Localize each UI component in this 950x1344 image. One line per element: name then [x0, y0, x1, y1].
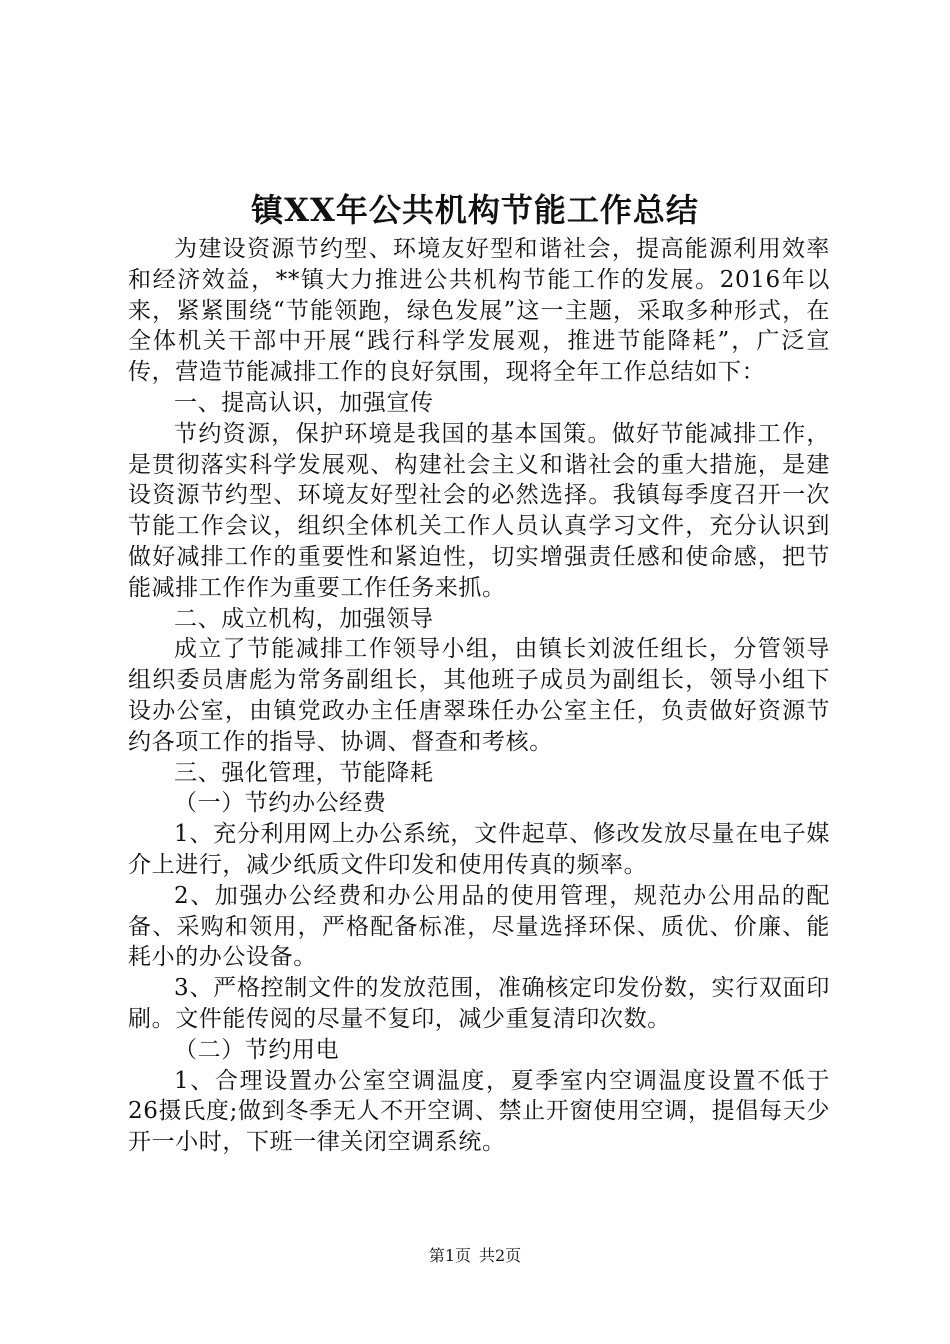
list-item: 1、合理设置办公室空调温度，夏季室内空调温度设置不低于26摄氏度;做到冬季无人不开空调、禁止开窗使用空调，提倡每天少开一小时，下班一律关闭空调系统。	[128, 1067, 830, 1156]
document-title: 镇XX年公共机构节能工作总结	[251, 191, 699, 229]
list-item: 3、严格控制文件的发放范围，准确核定印发份数，实行双面印刷。文件能传阅的尽量不复印，减少重复清印次数。	[128, 975, 830, 1032]
section-1-paragraph: 节约资源，保护环境是我国的基本国策。做好节能减排工作，是贯彻落实科学发展观、构建社会主义和谐社会的重大措施，是建设资源节约型、环境友好型社会的必然选择。我镇每季度召开一次节能工作会议，组织全体机关工作人员认真学习文件，充分认识到做好减排工作的重要性和紧迫性，切实增强责任感和使命感，把节能减排工作作为重要工作任务来抓。	[128, 420, 830, 601]
list-item: 2、加强办公经费和办公用品的使用管理，规范办公用品的配备、采购和领用，严格配备标准，尽量选择环保、质优、价廉、能耗小的办公设备。	[128, 882, 830, 971]
page-footer	[0, 1244, 950, 1268]
section-heading-3: 三、强化管理，节能降耗	[174, 759, 434, 786]
section-2-paragraph: 成立了节能减排工作领导小组，由镇长刘波任组长，分管领导组织委员唐彪为常务副组长，其他班子成员为副组长，领导小组下设办公室，由镇党政办主任唐翠珠任办公室主任，负责做好资源节约各项工作的指导、协调、督查和考核。	[128, 636, 830, 755]
section-heading-2: 二、成立机构，加强领导	[174, 605, 434, 632]
document-body	[128, 234, 830, 1158]
subsection-heading-1: （一）节约办公经费	[174, 790, 387, 817]
intro-paragraph: 为建设资源节约型、环境友好型和谐社会，提高能源利用效率和经济效益，**镇大力推进公共机构节能工作的发展。2016年以来，紧紧围绕“节能领跑，绿色发展”这一主题，采取多种形式，在全体机关干部中开展“践行科学发展观，推进节能降耗”，广泛宣传，营造节能减排工作的良好氛围，现将全年工作总结如下：	[128, 236, 830, 386]
subsection-heading-2: （二）节约用电	[174, 1036, 340, 1063]
list-item: 1、充分利用网上办公系统，文件起草、修改发放尽量在电子媒介上进行，减少纸质文件印发和使用传真的频率。	[128, 821, 830, 878]
page-number: 第1页	[428, 1246, 471, 1265]
page-total: 共2页	[479, 1246, 522, 1265]
section-heading-1: 一、提高认识，加强宣传	[174, 389, 434, 416]
